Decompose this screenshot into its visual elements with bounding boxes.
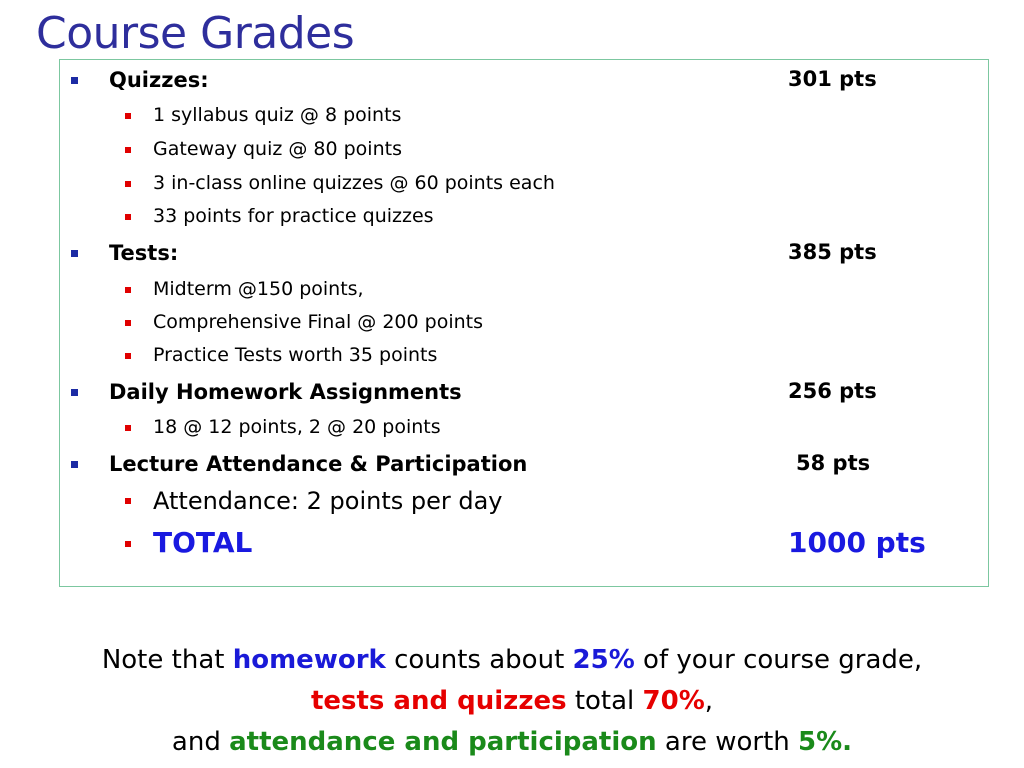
square-bullet-icon [125, 181, 131, 187]
square-bullet-icon [71, 461, 78, 468]
section-label: Lecture Attendance & Participation [109, 452, 528, 476]
section-label: Daily Homework Assignments [109, 380, 462, 404]
total-label: TOTAL [153, 526, 253, 559]
square-bullet-icon [125, 498, 131, 504]
section-points: 58 pts [796, 451, 871, 475]
section-label: Quizzes: [109, 68, 209, 92]
square-bullet-icon [125, 541, 131, 547]
square-bullet-icon [125, 214, 131, 220]
square-bullet-icon [71, 250, 78, 257]
square-bullet-icon [125, 320, 131, 326]
section-label: Tests: [109, 241, 179, 265]
slide-title: Course Grades [36, 8, 355, 59]
square-bullet-icon [125, 353, 131, 359]
homework-percent: 25% [572, 645, 635, 675]
attendance-highlight: attendance and participation [229, 727, 657, 757]
section-points: 301 pts [788, 67, 877, 91]
square-bullet-icon [71, 389, 78, 396]
square-bullet-icon [125, 113, 131, 119]
total-points: 1000 pts [788, 526, 926, 559]
note-line-3: and attendance and participation are worth 5%. [171, 727, 853, 757]
homework-highlight: homework [232, 645, 386, 675]
note-line-1: Note that homework counts about 25% of your course grade, [101, 645, 923, 675]
note-line-2: tests and quizzes total 70%, [310, 686, 714, 716]
tests-quizzes-highlight: tests and quizzes [310, 686, 567, 716]
section-points: 385 pts [788, 240, 877, 264]
square-bullet-icon [125, 425, 131, 431]
square-bullet-icon [125, 287, 131, 293]
square-bullet-icon [125, 147, 131, 153]
attendance-percent: 5%. [798, 727, 853, 757]
square-bullet-icon [71, 77, 78, 84]
section-points: 256 pts [788, 379, 877, 403]
tests-quizzes-percent: 70% [642, 686, 705, 716]
